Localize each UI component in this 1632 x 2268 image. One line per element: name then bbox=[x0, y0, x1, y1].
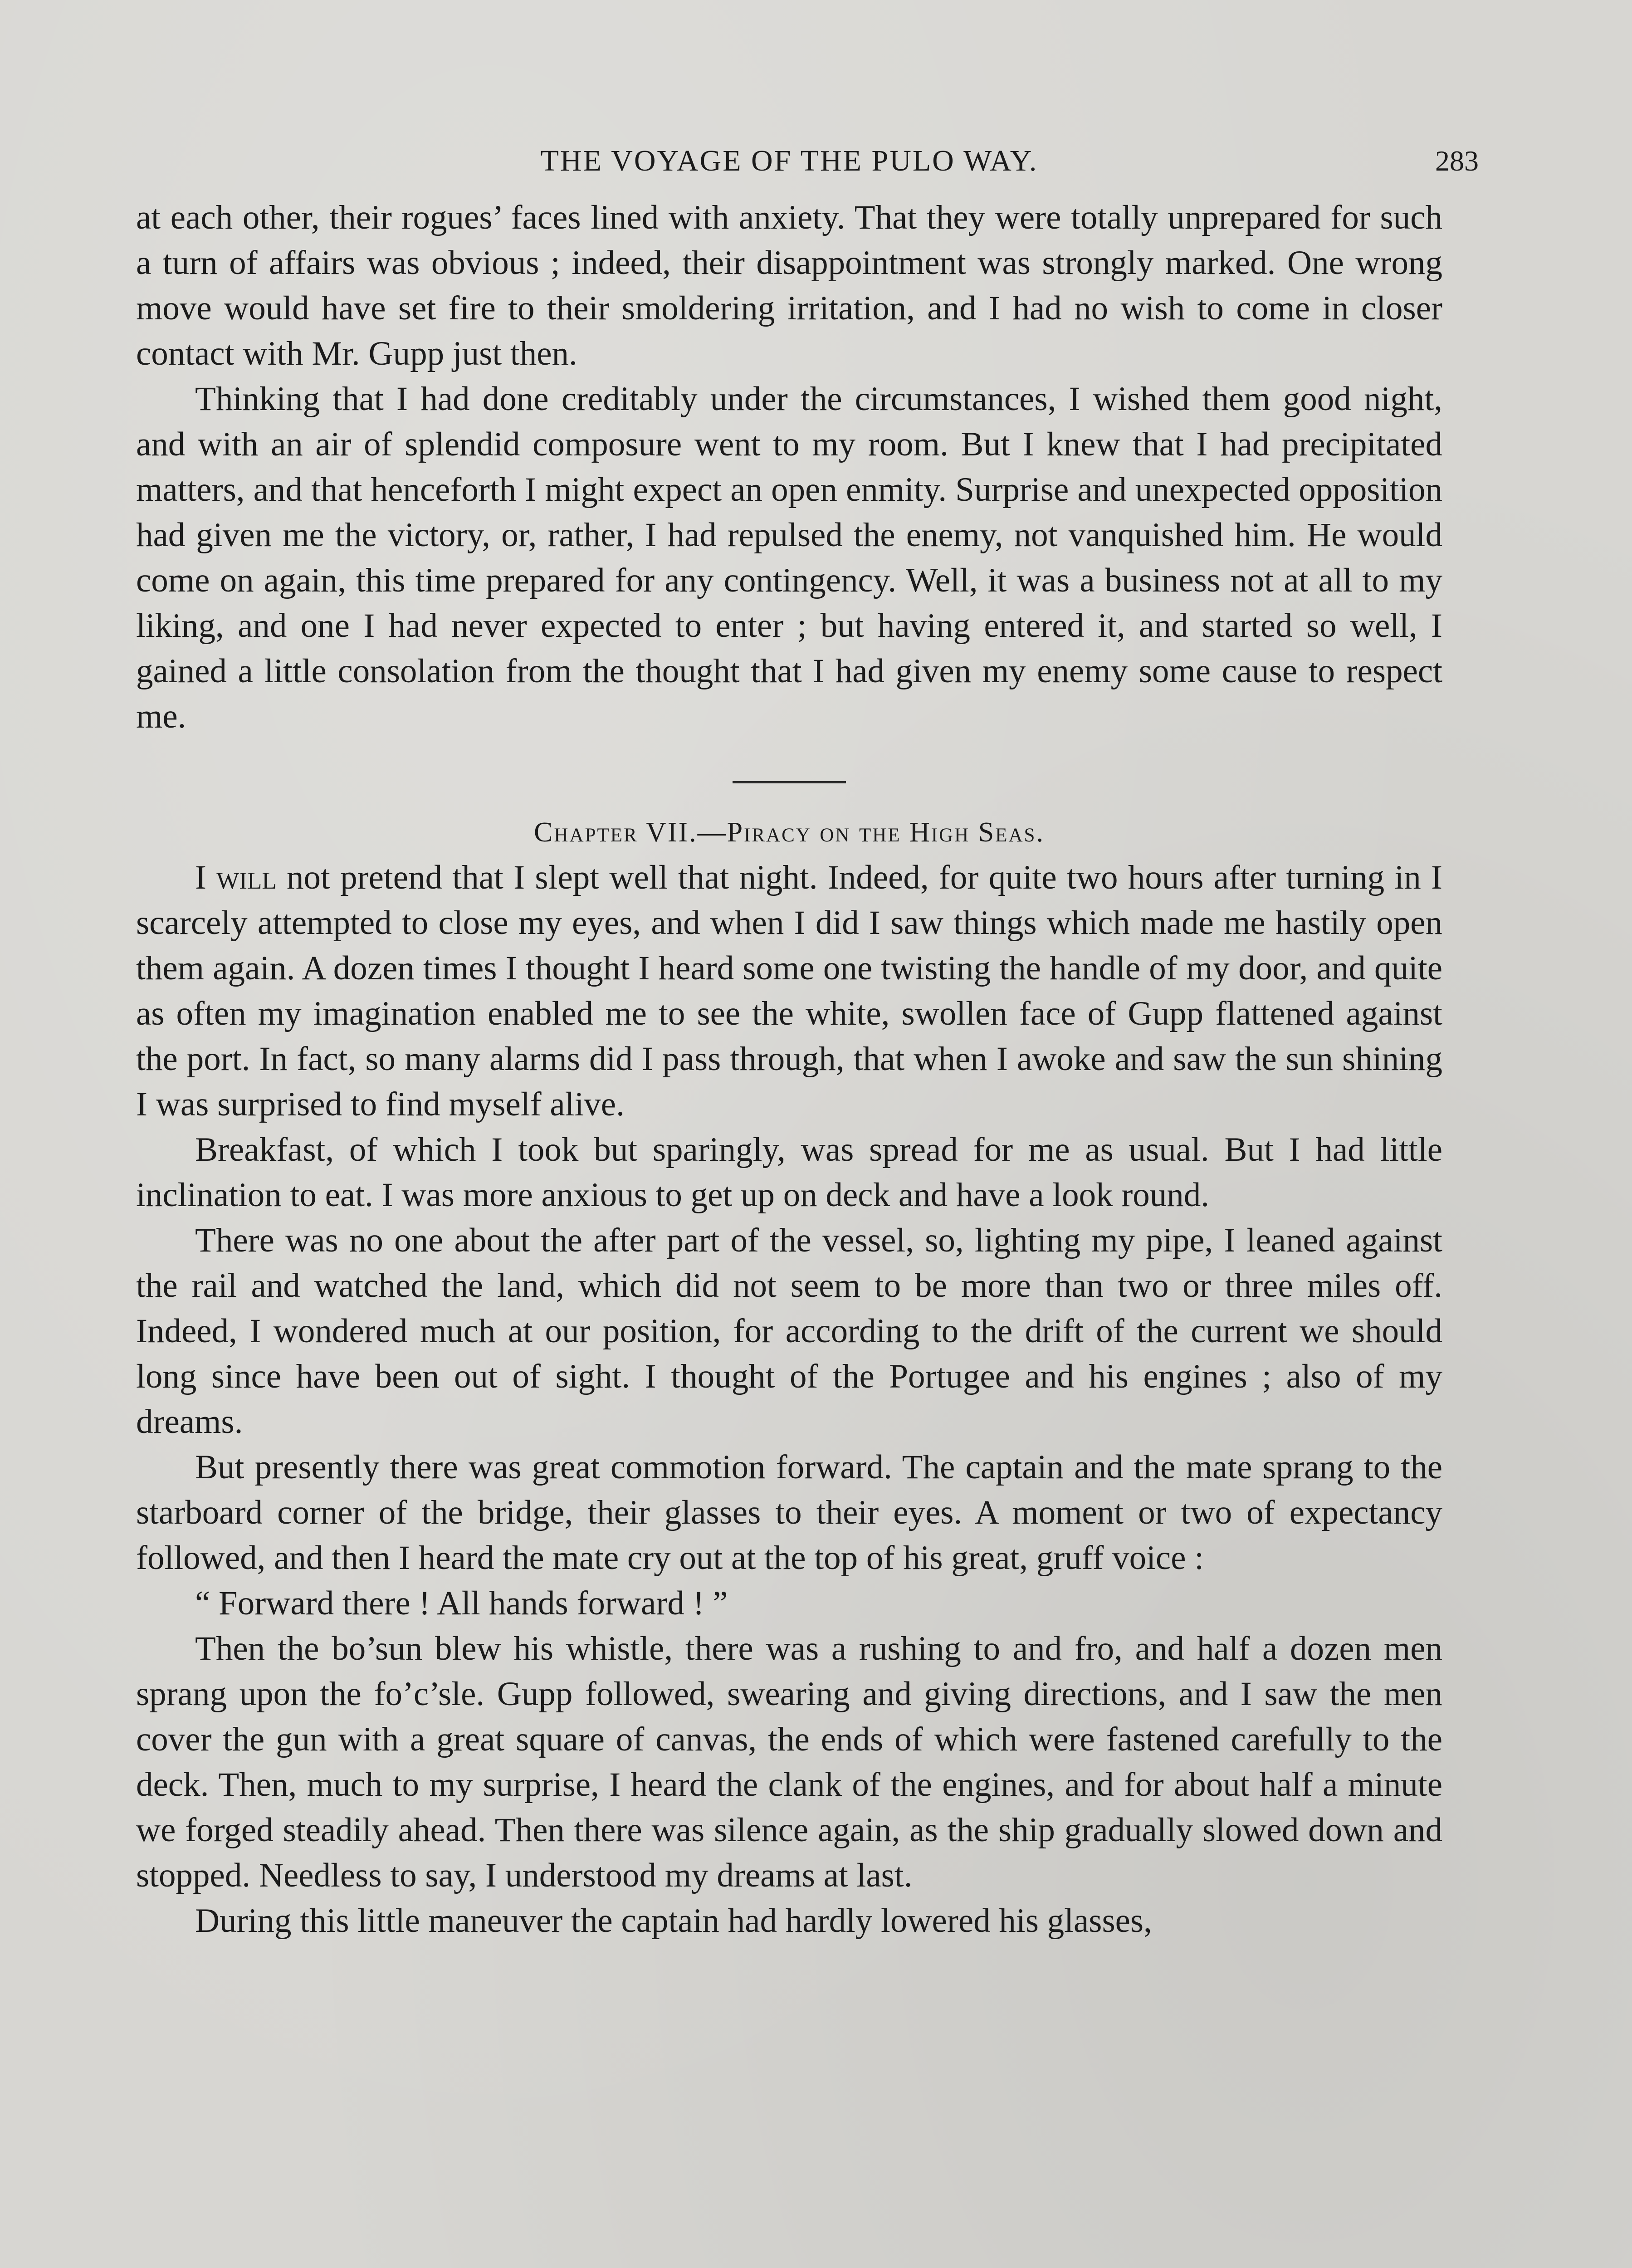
paragraph-text: not pretend that I slept well that night. Indeed, for quite two hours after turning in I scarcely attempted to close my eyes, and when I did I saw things which made me hastily open them again. A dozen times I thought I heard some one twisting the handle of my door, and quite as often my imagination enabled me to see the white, swollen face of Gupp flattened against the port. In fact, so many alarms did I pass through, that when I awoke and saw the sun shining I was surprised to find myself alive. bbox=[136, 859, 1442, 1123]
dialogue-line: “ Forward there ! All hands forward ! ” bbox=[195, 1584, 728, 1622]
paragraph: Breakfast, of which I took but sparingly, was spread for me as usual. But I had little inclination to eat. I was more anxious to get up on deck and have a look round. bbox=[136, 1131, 1442, 1214]
running-title: THE VOYAGE OF THE PULO WAY. bbox=[540, 144, 1038, 177]
body-text bbox=[136, 195, 1442, 1944]
running-head bbox=[136, 136, 1479, 186]
chapter-title: Piracy on the High Seas. bbox=[727, 817, 1045, 848]
paragraph bbox=[136, 855, 1442, 1127]
chapter-number: Chapter VII. bbox=[534, 817, 698, 848]
paragraph: During this little maneuver the captain had hardly lowered his glasses, bbox=[195, 1902, 1152, 1940]
paragraph: Thinking that I had done creditably under the circumstances, I wished them good night, and with an air of splendid composure went to my room. But I knew that I had precipitated matters, and that henceforth I might expect an open enmity. Surprise and unexpected opposition had given me the victory, or, rather, I had repulsed the enemy, not vanquished him. He would come on again, this time prepared for any contingency. Well, it was a business not at all to my liking, and one I had never expected to enter ; but having entered it, and started so well, I gained a little consolation from the thought that I had given my enemy some cause to respect me. bbox=[136, 380, 1442, 735]
chapter-heading bbox=[136, 810, 1442, 855]
paragraph: There was no one about the after part of the vessel, so, lighting my pipe, I leaned against the rail and watched the land, which did not seem to be more than two or three miles off. Indeed, I wondered much at our position, for according to the drift of the current we should long since have been out of sight. I thought of the Portugee and his engines ; also of my dreams. bbox=[136, 1222, 1442, 1441]
paragraph: Then the bo’sun blew his whistle, there was a rushing to and fro, and half a dozen men sprang upon the fo’c’sle. Gupp followed, swearing and giving directions, and I saw the men cover the gun with a great square of canvas, the ends of which were fastened carefully to the deck. Then, much to my surprise, I heard the clank of the engines, and for about half a minute we forged steadily ahead. Then there was silence again, as the ship gradually slowed down and stopped. Needless to say, I understood my dreams at last. bbox=[136, 1630, 1442, 1894]
lead-in: I will bbox=[195, 859, 277, 896]
chapter-separator: — bbox=[697, 817, 727, 848]
page-number: 283 bbox=[1435, 145, 1479, 177]
paragraph: at each other, their rogues’ faces lined with anxiety. That they were totally unprepared for such a turn of affairs was obvious ; indeed, their disappointment was strongly marked. One wrong move would have set fire to their smoldering irritation, and I had no wish to come in closer contact with Mr. Gupp just then. bbox=[136, 199, 1442, 372]
paragraph: But presently there was great commotion forward. The captain and the mate sprang to the starboard corner of the bridge, their glasses to their eyes. A moment or two of expectancy followed, and then I heard the mate cry out at the top of his great, gruff voice : bbox=[136, 1448, 1442, 1577]
section-rule bbox=[733, 781, 846, 783]
